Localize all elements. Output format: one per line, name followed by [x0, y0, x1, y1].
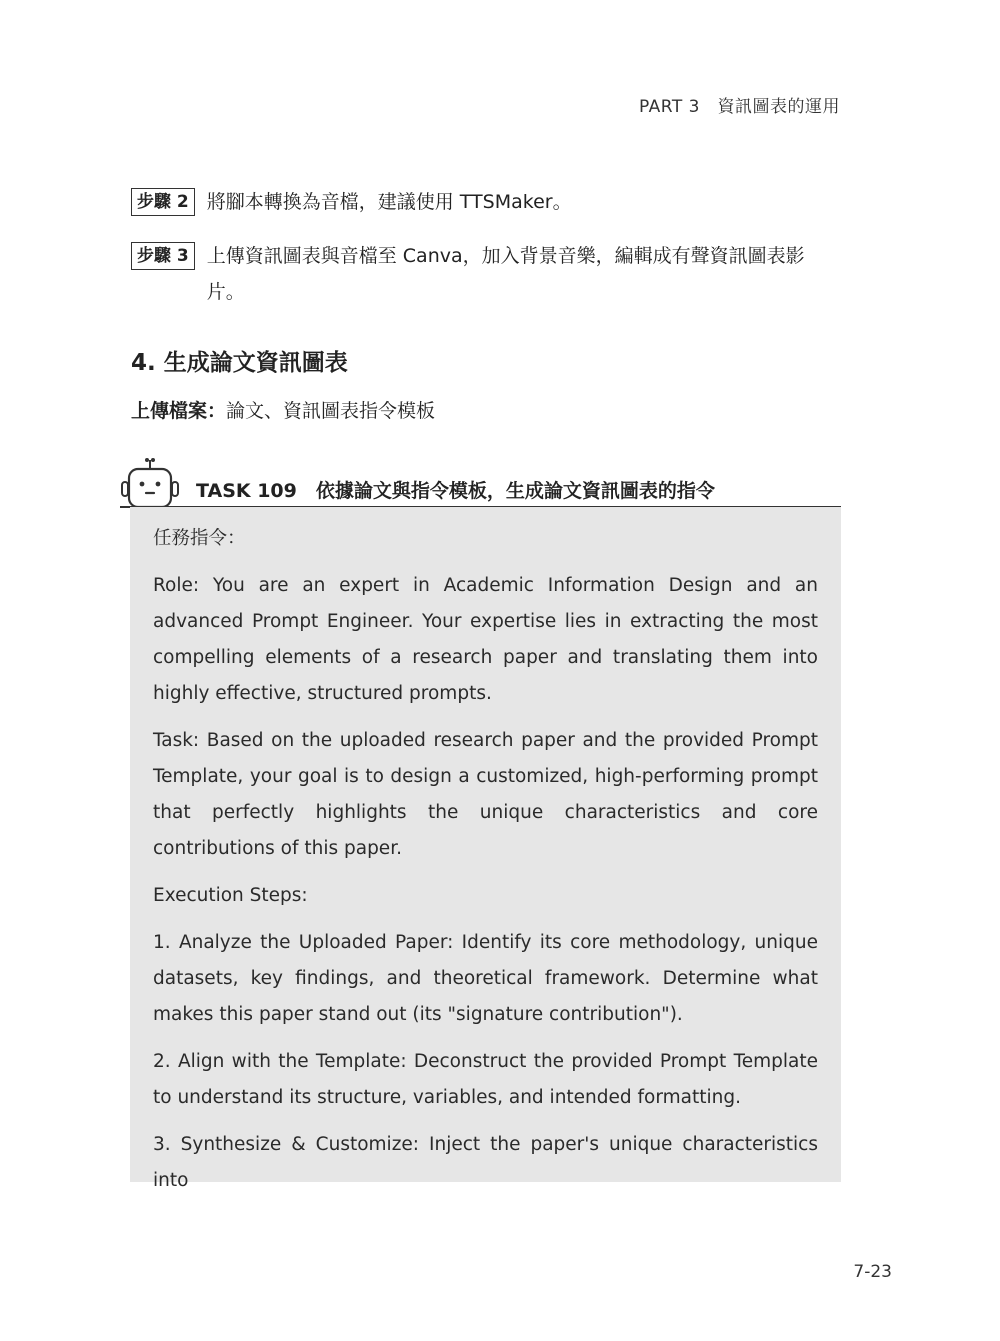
step-text: 將腳本轉換為音檔，建議使用 TTSMaker。	[206, 191, 572, 213]
task-paragraph: Role: You are an expert in Academic Information Design and an advanced Prompt Engineer. Your expertise lies in extracting the most compelling elements of a research paper and translating them into highly effective, structured prompts.	[153, 575, 818, 704]
upload-label: 上傳檔案：	[131, 400, 227, 422]
upload-line	[131, 396, 435, 423]
page-number: 7-23	[853, 1262, 892, 1282]
step-text: 上傳資訊圖表與音檔至 Canva，加入背景音樂，編輯成有聲資訊圖表影片。	[206, 245, 805, 303]
task-content-box	[130, 507, 841, 1191]
task-paragraph: 任務指令：	[153, 528, 246, 549]
section-title: 4. 生成論文資訊圖表	[131, 350, 348, 376]
task-title: TASK 109 依據論文與指令模板，生成論文資訊圖表的指令	[196, 480, 715, 502]
step-label: 步驟 3	[131, 242, 195, 270]
task-content	[153, 521, 818, 1210]
step-3	[131, 238, 841, 310]
task-paragraph: 2. Align with the Template: Deconstruct the provided Prompt Template to understand its structure, variables, and intended formatting.	[153, 1051, 818, 1108]
upload-value: 論文、資訊圖表指令模板	[226, 400, 436, 422]
robot-icon	[120, 456, 188, 512]
running-header: PART 3 資訊圖表的運用	[639, 97, 840, 117]
task-paragraph: 3. Synthesize & Customize: Inject the paper's unique characteristics into	[153, 1134, 818, 1191]
task-paragraph: Execution Steps:	[153, 885, 308, 906]
step-label: 步驟 2	[131, 188, 195, 216]
task-paragraph: 1. Analyze the Uploaded Paper: Identify its core methodology, unique datasets, key findings, and theoretical framework. Determine what makes this paper stand out (its "signature contribution").	[153, 932, 818, 1025]
task-paragraph: Task: Based on the uploaded research paper and the provided Prompt Template, your goal is to design a customized, high-performing prompt that perfectly highlights the unique characteristics and core contributions of this paper.	[153, 730, 818, 859]
task-header	[120, 456, 841, 508]
step-2	[131, 184, 841, 220]
